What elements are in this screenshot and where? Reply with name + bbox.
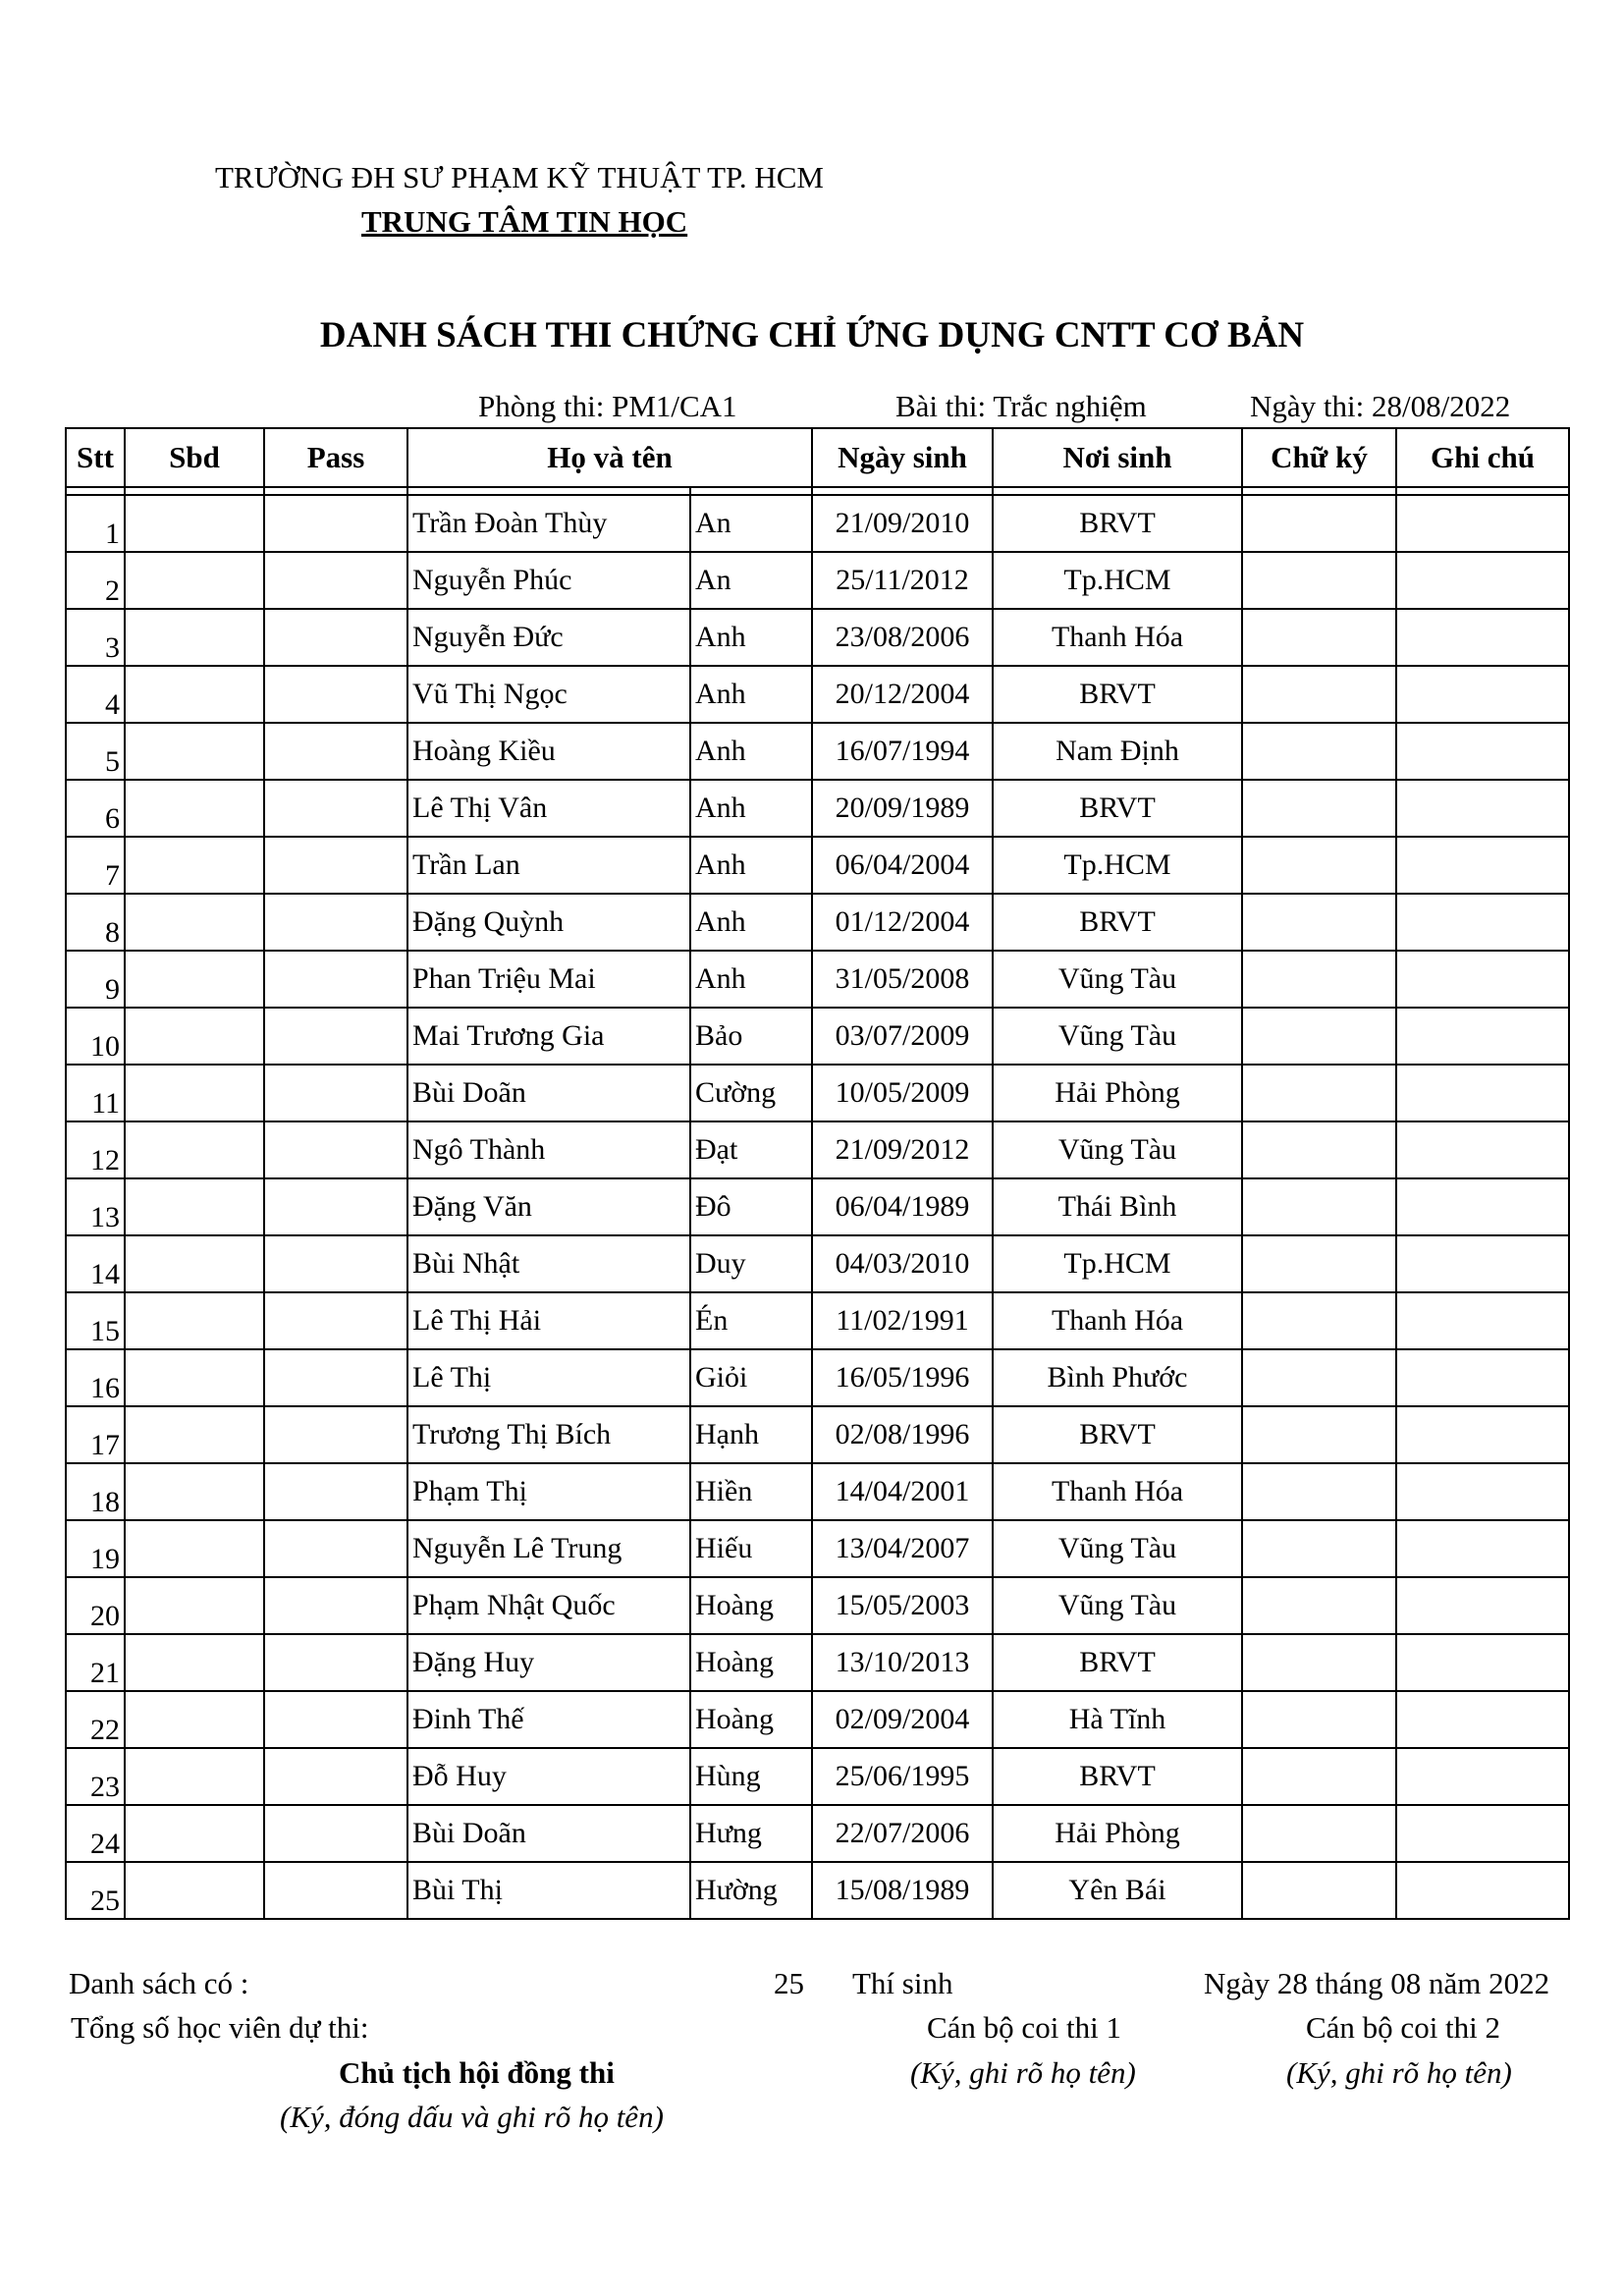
table-row (66, 1463, 1569, 1520)
cell-first-name: Hùng (690, 1748, 812, 1805)
cell-sbd (125, 1577, 264, 1634)
cell-signature (1242, 1862, 1396, 1919)
cell-sbd (125, 1065, 264, 1121)
cell-note (1396, 1292, 1569, 1349)
cell-note (1396, 1349, 1569, 1406)
cell-stt: 17 (66, 1406, 125, 1463)
cell-note (1396, 552, 1569, 609)
cell-stt: 18 (66, 1463, 125, 1520)
cell-last-name: Đặng Huy (407, 1634, 690, 1691)
cell-note (1396, 1748, 1569, 1805)
cell-last-name: Trần Lan (407, 837, 690, 894)
cell-note (1396, 1178, 1569, 1235)
cell-pob: Hải Phòng (993, 1065, 1242, 1121)
proctor-2-note: (Ký, ghi rõ họ tên) (1286, 2055, 1512, 2090)
cell-pass (264, 1862, 407, 1919)
list-count-unit: Thí sinh (852, 1966, 953, 2000)
cell-dob: 23/08/2006 (812, 609, 993, 666)
cell-sbd (125, 1292, 264, 1349)
table-row (66, 1406, 1569, 1463)
cell-dob: 02/08/1996 (812, 1406, 993, 1463)
cell-sbd (125, 894, 264, 951)
cell-pob: Bình Phước (993, 1349, 1242, 1406)
table-row (66, 1178, 1569, 1235)
cell-signature (1242, 723, 1396, 780)
col-header-pass: Pass (264, 428, 407, 487)
cell-sbd (125, 1121, 264, 1178)
cell-stt: 8 (66, 894, 125, 951)
cell-signature (1242, 837, 1396, 894)
cell-last-name: Đinh Thế (407, 1691, 690, 1748)
col-header-signature: Chữ ký (1242, 428, 1396, 487)
cell-first-name: Đạt (690, 1121, 812, 1178)
cell-pob: Thanh Hóa (993, 1292, 1242, 1349)
cell-dob: 15/08/1989 (812, 1862, 993, 1919)
cell-note (1396, 666, 1569, 723)
cell-sbd (125, 1691, 264, 1748)
cell-sbd (125, 552, 264, 609)
cell-last-name: Trương Thị Bích (407, 1406, 690, 1463)
cell-signature (1242, 1178, 1396, 1235)
cell-pass (264, 1121, 407, 1178)
cell-last-name: Nguyễn Phúc (407, 552, 690, 609)
cell-first-name: Đô (690, 1178, 812, 1235)
cell-first-name: Anh (690, 837, 812, 894)
cell-dob: 03/07/2009 (812, 1008, 993, 1065)
cell-signature (1242, 666, 1396, 723)
table-row (66, 495, 1569, 552)
cell-pob: BRVT (993, 495, 1242, 552)
cell-dob: 21/09/2010 (812, 495, 993, 552)
table-row (66, 552, 1569, 609)
table-row (66, 1862, 1569, 1919)
cell-first-name: Hạnh (690, 1406, 812, 1463)
table-row (66, 1691, 1569, 1748)
cell-signature (1242, 951, 1396, 1008)
total-participants-label: Tổng số học viên dự thi: (71, 2010, 369, 2045)
cell-dob: 20/12/2004 (812, 666, 993, 723)
cell-sbd (125, 1634, 264, 1691)
cell-pass (264, 1691, 407, 1748)
cell-first-name: Cường (690, 1065, 812, 1121)
cell-pob: Tp.HCM (993, 837, 1242, 894)
cell-pass (264, 837, 407, 894)
cell-pass (264, 1008, 407, 1065)
cell-note (1396, 1634, 1569, 1691)
cell-signature (1242, 1349, 1396, 1406)
proctor-2-title: Cán bộ coi thi 2 (1306, 2010, 1501, 2045)
table-row (66, 609, 1569, 666)
cell-signature (1242, 780, 1396, 837)
cell-last-name: Nguyễn Đức (407, 609, 690, 666)
col-header-stt: Stt (66, 428, 125, 487)
cell-note (1396, 780, 1569, 837)
cell-dob: 06/04/1989 (812, 1178, 993, 1235)
center-name: TRUNG TÂM TIN HỌC (361, 204, 688, 239)
cell-first-name: Hoàng (690, 1577, 812, 1634)
cell-pob: Thanh Hóa (993, 609, 1242, 666)
cell-stt: 9 (66, 951, 125, 1008)
table-row (66, 1235, 1569, 1292)
cell-dob: 13/10/2013 (812, 1634, 993, 1691)
cell-pass (264, 894, 407, 951)
cell-sbd (125, 723, 264, 780)
cell-signature (1242, 1463, 1396, 1520)
cell-last-name: Lê Thị (407, 1349, 690, 1406)
proctor-1-note: (Ký, ghi rõ họ tên) (910, 2055, 1136, 2090)
cell-dob: 14/04/2001 (812, 1463, 993, 1520)
cell-sbd (125, 609, 264, 666)
col-header-sbd: Sbd (125, 428, 264, 487)
table-row (66, 1121, 1569, 1178)
cell-last-name: Phạm Nhật Quốc (407, 1577, 690, 1634)
cell-last-name: Bùi Doãn (407, 1805, 690, 1862)
table-row (66, 1065, 1569, 1121)
cell-last-name: Bùi Nhật (407, 1235, 690, 1292)
cell-pass (264, 1065, 407, 1121)
cell-first-name: Hoàng (690, 1634, 812, 1691)
cell-note (1396, 951, 1569, 1008)
document-title: DANH SÁCH THI CHỨNG CHỈ ỨNG DỤNG CNTT CƠ BẢN (319, 315, 1305, 355)
cell-stt: 5 (66, 723, 125, 780)
table-row (66, 666, 1569, 723)
cell-first-name: Hoàng (690, 1691, 812, 1748)
cell-pob: BRVT (993, 1406, 1242, 1463)
cell-pass (264, 1235, 407, 1292)
cell-dob: 15/05/2003 (812, 1577, 993, 1634)
cell-pass (264, 723, 407, 780)
cell-first-name: Anh (690, 723, 812, 780)
cell-signature (1242, 1577, 1396, 1634)
cell-note (1396, 1577, 1569, 1634)
cell-stt: 24 (66, 1805, 125, 1862)
cell-note (1396, 1235, 1569, 1292)
cell-first-name: Hưng (690, 1805, 812, 1862)
cell-dob: 22/07/2006 (812, 1805, 993, 1862)
cell-last-name: Mai Trương Gia (407, 1008, 690, 1065)
cell-pob: Hà Tĩnh (993, 1691, 1242, 1748)
cell-sbd (125, 1008, 264, 1065)
cell-stt: 13 (66, 1178, 125, 1235)
chair-title: Chủ tịch hội đồng thi (339, 2055, 615, 2090)
cell-sbd (125, 1520, 264, 1577)
cell-signature (1242, 1748, 1396, 1805)
cell-pass (264, 1463, 407, 1520)
cell-stt: 25 (66, 1862, 125, 1919)
cell-note (1396, 1862, 1569, 1919)
cell-first-name: Én (690, 1292, 812, 1349)
cell-first-name: Bảo (690, 1008, 812, 1065)
cell-signature (1242, 1008, 1396, 1065)
cell-note (1396, 1691, 1569, 1748)
cell-pass (264, 495, 407, 552)
cell-dob: 25/11/2012 (812, 552, 993, 609)
cell-stt: 22 (66, 1691, 125, 1748)
cell-stt: 14 (66, 1235, 125, 1292)
cell-first-name: Giỏi (690, 1349, 812, 1406)
cell-pass (264, 1520, 407, 1577)
cell-stt: 4 (66, 666, 125, 723)
col-header-pob: Nơi sinh (993, 428, 1242, 487)
cell-note (1396, 1463, 1569, 1520)
cell-last-name: Hoàng Kiều (407, 723, 690, 780)
cell-last-name: Đặng Văn (407, 1178, 690, 1235)
cell-last-name: Đặng Quỳnh (407, 894, 690, 951)
cell-dob: 20/09/1989 (812, 780, 993, 837)
cell-signature (1242, 1805, 1396, 1862)
exam-type: Bài thi: Trắc nghiệm (895, 389, 1147, 423)
col-header-note: Ghi chú (1396, 428, 1569, 487)
cell-first-name: Hiếu (690, 1520, 812, 1577)
cell-first-name: An (690, 552, 812, 609)
cell-stt: 23 (66, 1748, 125, 1805)
cell-stt: 16 (66, 1349, 125, 1406)
table-row (66, 1008, 1569, 1065)
cell-stt: 6 (66, 780, 125, 837)
cell-pob: Tp.HCM (993, 1235, 1242, 1292)
cell-sbd (125, 1349, 264, 1406)
cell-note (1396, 894, 1569, 951)
cell-first-name: Duy (690, 1235, 812, 1292)
cell-first-name: Hường (690, 1862, 812, 1919)
cell-first-name: An (690, 495, 812, 552)
table-row (66, 1748, 1569, 1805)
cell-dob: 13/04/2007 (812, 1520, 993, 1577)
cell-stt: 12 (66, 1121, 125, 1178)
cell-sbd (125, 666, 264, 723)
cell-first-name: Anh (690, 894, 812, 951)
cell-stt: 2 (66, 552, 125, 609)
table-row (66, 1292, 1569, 1349)
cell-pass (264, 1805, 407, 1862)
exam-date: Ngày thi: 28/08/2022 (1250, 389, 1511, 423)
cell-signature (1242, 1235, 1396, 1292)
cell-pob: Vũng Tàu (993, 1520, 1242, 1577)
cell-first-name: Hiền (690, 1463, 812, 1520)
cell-pass (264, 1748, 407, 1805)
table-row (66, 1634, 1569, 1691)
cell-pob: Thái Bình (993, 1178, 1242, 1235)
cell-pob: BRVT (993, 1748, 1242, 1805)
cell-signature (1242, 1406, 1396, 1463)
cell-stt: 19 (66, 1520, 125, 1577)
cell-sbd (125, 1406, 264, 1463)
cell-first-name: Anh (690, 951, 812, 1008)
cell-pass (264, 1349, 407, 1406)
cell-pob: Vũng Tàu (993, 1121, 1242, 1178)
cell-sbd (125, 1235, 264, 1292)
cell-sbd (125, 780, 264, 837)
cell-pob: Thanh Hóa (993, 1463, 1242, 1520)
cell-stt: 21 (66, 1634, 125, 1691)
cell-last-name: Đỗ Huy (407, 1748, 690, 1805)
table-row (66, 723, 1569, 780)
cell-note (1396, 1121, 1569, 1178)
table-row (66, 1577, 1569, 1634)
proctor-1-title: Cán bộ coi thi 1 (927, 2010, 1122, 2045)
cell-note (1396, 1406, 1569, 1463)
cell-signature (1242, 1121, 1396, 1178)
cell-pob: BRVT (993, 894, 1242, 951)
cell-dob: 02/09/2004 (812, 1691, 993, 1748)
cell-sbd (125, 951, 264, 1008)
list-count-label: Danh sách có : (69, 1966, 249, 2000)
cell-last-name: Lê Thị Hải (407, 1292, 690, 1349)
table-body (66, 487, 1569, 1919)
cell-last-name: Bùi Thị (407, 1862, 690, 1919)
table-row (66, 951, 1569, 1008)
cell-sbd (125, 495, 264, 552)
table-row (66, 894, 1569, 951)
cell-pob: Nam Định (993, 723, 1242, 780)
cell-note (1396, 837, 1569, 894)
cell-signature (1242, 1292, 1396, 1349)
cell-last-name: Phan Triệu Mai (407, 951, 690, 1008)
cell-note (1396, 1065, 1569, 1121)
cell-stt: 3 (66, 609, 125, 666)
col-header-dob: Ngày sinh (812, 428, 993, 487)
cell-dob: 16/07/1994 (812, 723, 993, 780)
cell-pob: Tp.HCM (993, 552, 1242, 609)
cell-sbd (125, 1862, 264, 1919)
cell-pass (264, 1577, 407, 1634)
cell-signature (1242, 1634, 1396, 1691)
cell-last-name: Vũ Thị Ngọc (407, 666, 690, 723)
cell-sbd (125, 1805, 264, 1862)
table-row (66, 1805, 1569, 1862)
col-header-name: Họ và tên (407, 428, 812, 487)
cell-pob: Vũng Tàu (993, 951, 1242, 1008)
cell-pass (264, 1292, 407, 1349)
cell-pob: BRVT (993, 780, 1242, 837)
cell-pass (264, 666, 407, 723)
cell-last-name: Lê Thị Vân (407, 780, 690, 837)
cell-pob: Vũng Tàu (993, 1577, 1242, 1634)
cell-pass (264, 1178, 407, 1235)
cell-pass (264, 609, 407, 666)
cell-signature (1242, 552, 1396, 609)
cell-first-name: Anh (690, 780, 812, 837)
cell-note (1396, 1805, 1569, 1862)
cell-pob: Yên Bái (993, 1862, 1242, 1919)
cell-sbd (125, 837, 264, 894)
cell-pob: BRVT (993, 1634, 1242, 1691)
cell-pass (264, 552, 407, 609)
cell-stt: 1 (66, 495, 125, 552)
cell-stt: 11 (66, 1065, 125, 1121)
cell-first-name: Anh (690, 609, 812, 666)
cell-note (1396, 495, 1569, 552)
cell-last-name: Nguyễn Lê Trung (407, 1520, 690, 1577)
cell-pass (264, 1406, 407, 1463)
cell-dob: 04/03/2010 (812, 1235, 993, 1292)
cell-sbd (125, 1748, 264, 1805)
cell-stt: 20 (66, 1577, 125, 1634)
cell-note (1396, 723, 1569, 780)
school-name: TRƯỜNG ĐH SƯ PHẠM KỸ THUẬT TP. HCM (215, 160, 824, 194)
cell-pass (264, 780, 407, 837)
cell-dob: 01/12/2004 (812, 894, 993, 951)
cell-last-name: Trần Đoàn Thùy (407, 495, 690, 552)
cell-dob: 10/05/2009 (812, 1065, 993, 1121)
cell-signature (1242, 894, 1396, 951)
table-row (66, 1349, 1569, 1406)
cell-pob: Hải Phòng (993, 1805, 1242, 1862)
cell-stt: 10 (66, 1008, 125, 1065)
cell-note (1396, 1008, 1569, 1065)
cell-sbd (125, 1463, 264, 1520)
chair-note: (Ký, đóng dấu và ghi rõ họ tên) (280, 2100, 664, 2134)
cell-stt: 7 (66, 837, 125, 894)
list-count-value: 25 (774, 1966, 804, 2000)
table-header-row (66, 428, 1569, 487)
table-row (66, 1520, 1569, 1577)
exam-room: Phòng thi: PM1/CA1 (478, 389, 737, 423)
table-row (66, 837, 1569, 894)
cell-dob: 16/05/1996 (812, 1349, 993, 1406)
cell-pass (264, 1634, 407, 1691)
cell-note (1396, 609, 1569, 666)
cell-pob: Vũng Tàu (993, 1008, 1242, 1065)
cell-dob: 21/09/2012 (812, 1121, 993, 1178)
cell-signature (1242, 609, 1396, 666)
cell-sbd (125, 1178, 264, 1235)
cell-dob: 06/04/2004 (812, 837, 993, 894)
cell-pass (264, 951, 407, 1008)
candidate-table (65, 427, 1570, 1920)
cell-note (1396, 1520, 1569, 1577)
cell-pob: BRVT (993, 666, 1242, 723)
cell-dob: 31/05/2008 (812, 951, 993, 1008)
cell-dob: 25/06/1995 (812, 1748, 993, 1805)
cell-first-name: Anh (690, 666, 812, 723)
cell-dob: 11/02/1991 (812, 1292, 993, 1349)
cell-signature (1242, 1691, 1396, 1748)
signing-date: Ngày 28 tháng 08 năm 2022 (1204, 1966, 1550, 2000)
cell-stt: 15 (66, 1292, 125, 1349)
cell-last-name: Bùi Doãn (407, 1065, 690, 1121)
cell-signature (1242, 1065, 1396, 1121)
cell-last-name: Ngô Thành (407, 1121, 690, 1178)
cell-signature (1242, 495, 1396, 552)
table-row (66, 780, 1569, 837)
cell-last-name: Phạm Thị (407, 1463, 690, 1520)
cell-signature (1242, 1520, 1396, 1577)
